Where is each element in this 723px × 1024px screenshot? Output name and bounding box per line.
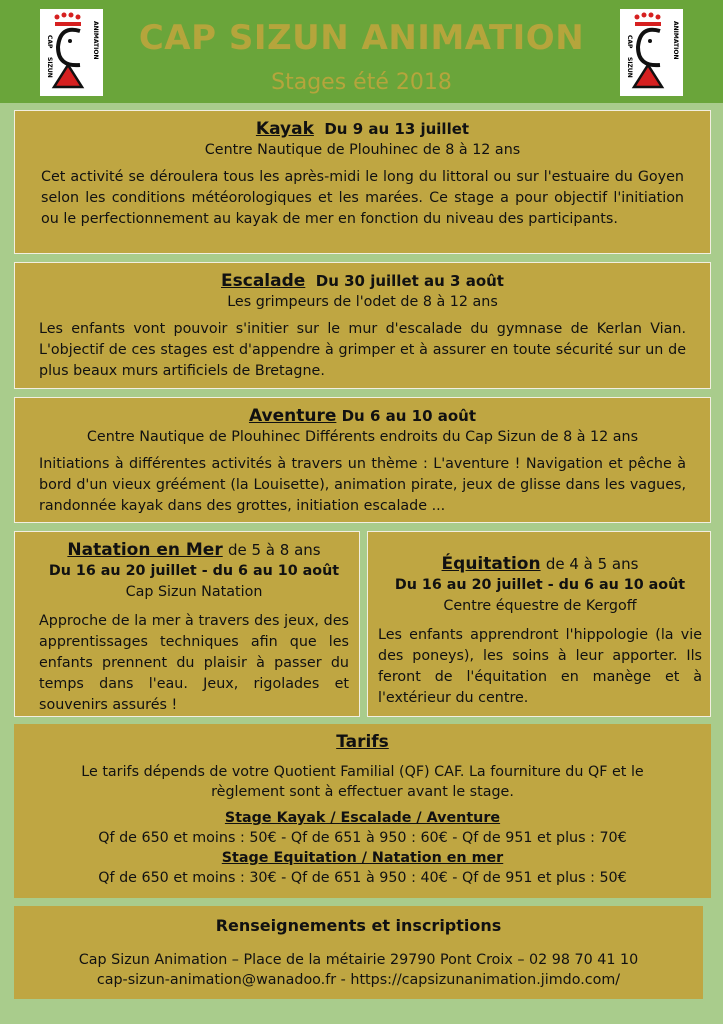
logo-right [620,9,683,96]
natation-heading [39,540,349,561]
equitation-description: Les enfants apprendront l'hippologie (la vie des poneys), les soins à leur apporter. Ils feront de l'équitation en manège et à l'extérieur du centre. [378,627,702,706]
equitation-place: Centre équestre de Kergoff [443,598,637,614]
aventure-dates: Du 6 au 10 août [341,407,477,425]
aventure-name: Aventure [248,406,337,426]
tarifs-group2-title: Stage Equitation / Natation en mer [221,850,504,866]
aventure-description: Initiations à différentes activités à travers un thème : L'aventure ! Navigation et pêche à bord d'un vieux gréément (la Louisette), animation pirate, jeux de glisse dans les vagues, randonnée kayak dans des grottes, initiation escalade ... [39,456,686,514]
tarifs-intro-1: Le tarifs dépends de votre Quotient Familial (QF) CAF. La fourniture du QF et le [81,764,644,780]
aventure-section [14,397,711,523]
svg-text:CAP: CAP [626,35,633,49]
tarifs-group1-title: Stage Kayak / Escalade / Aventure [224,810,501,826]
escalade-description: Les enfants vont pouvoir s'initier sur le mur d'escalade du gymnase de Kerlan Vian. L'objectif de ces stages est d'appendre à grimper et à assurer en toute sécurité sur un de plus beaux murs artificiels de Bretagne. [39,321,686,379]
natation-description: Approche de la mer à travers des jeux, des apprentissages techniques afin que les enfants prennent du plaisir à passer du temps dans l'eau. Jeux, rigolades et souvenirs assurés ! [39,613,349,713]
equitation-section [367,531,711,717]
natation-section [14,531,360,717]
page-subtitle: Stages été 2018 [271,70,452,95]
equitation-dates: Du 16 au 20 juillet - du 6 au 10 août [394,577,686,593]
page-title: CAP SIZUN ANIMATION [138,18,585,58]
tarifs-title: Tarifs [336,732,389,752]
tarifs-intro-2: règlement sont à effectuer avant le stage. [211,784,514,800]
natation-ages: de 5 à 8 ans [227,541,321,559]
escalade-section [14,262,711,389]
logo-icon [620,9,683,96]
kayak-place: Centre Nautique de Plouhinec de 8 à 12 ans [204,142,521,158]
svg-text:CAP: CAP [46,35,53,49]
equitation-ages: de 4 à 5 ans [545,555,639,573]
svg-text:SIZUN: SIZUN [626,57,633,78]
tarifs-group2-prices: Qf de 650 et moins : 30€ - Qf de 651 à 950 : 40€ - Qf de 951 et plus : 50€ [98,870,627,886]
kayak-description: Cet activité se déroulera tous les après-midi le long du littoral ou sur l'estuaire du Goyen selon les conditions météorologiques et les marées. Ce stage a pour objectif l'initiation ou le perfectionnement au kayak de mer en fonction du niveau des participants. [41,169,684,227]
kayak-name: Kayak [255,119,314,139]
equitation-heading [378,554,702,575]
equitation-name: Équitation [441,554,541,574]
natation-dates: Du 16 au 20 juillet - du 6 au 10 août [48,563,340,579]
kayak-section [14,110,711,254]
aventure-place: Centre Nautique de Plouhinec Différents endroits du Cap Sizun de 8 à 12 ans [86,429,639,445]
natation-name: Natation en Mer [67,540,223,560]
kayak-heading [41,119,684,140]
header-band [0,0,723,103]
contact-title: Renseignements et inscriptions [215,916,502,935]
tarifs-group1-prices: Qf de 650 et moins : 50€ - Qf de 651 à 950 : 60€ - Qf de 951 et plus : 70€ [98,830,627,846]
contact-section [14,906,703,999]
svg-text:ANIMATION: ANIMATION [672,21,679,60]
natation-place: Cap Sizun Natation [125,584,263,600]
escalade-dates: Du 30 juillet au 3 août [315,272,504,290]
escalade-name: Escalade [221,271,306,291]
escalade-place: Les grimpeurs de l'odet de 8 à 12 ans [227,294,498,310]
escalade-heading [39,271,686,292]
svg-text:ANIMATION: ANIMATION [92,21,99,60]
svg-text:SIZUN: SIZUN [46,57,53,78]
contact-address: Cap Sizun Animation – Place de la métairie 29790 Pont Croix – 02 98 70 41 10 [78,952,639,968]
tarifs-section [14,724,711,898]
kayak-dates: Du 9 au 13 juillet [324,120,470,138]
aventure-heading [39,406,686,427]
contact-web[interactable]: cap-sizun-animation@wanadoo.fr - https://capsizunanimation.jimdo.com/ [96,972,621,988]
